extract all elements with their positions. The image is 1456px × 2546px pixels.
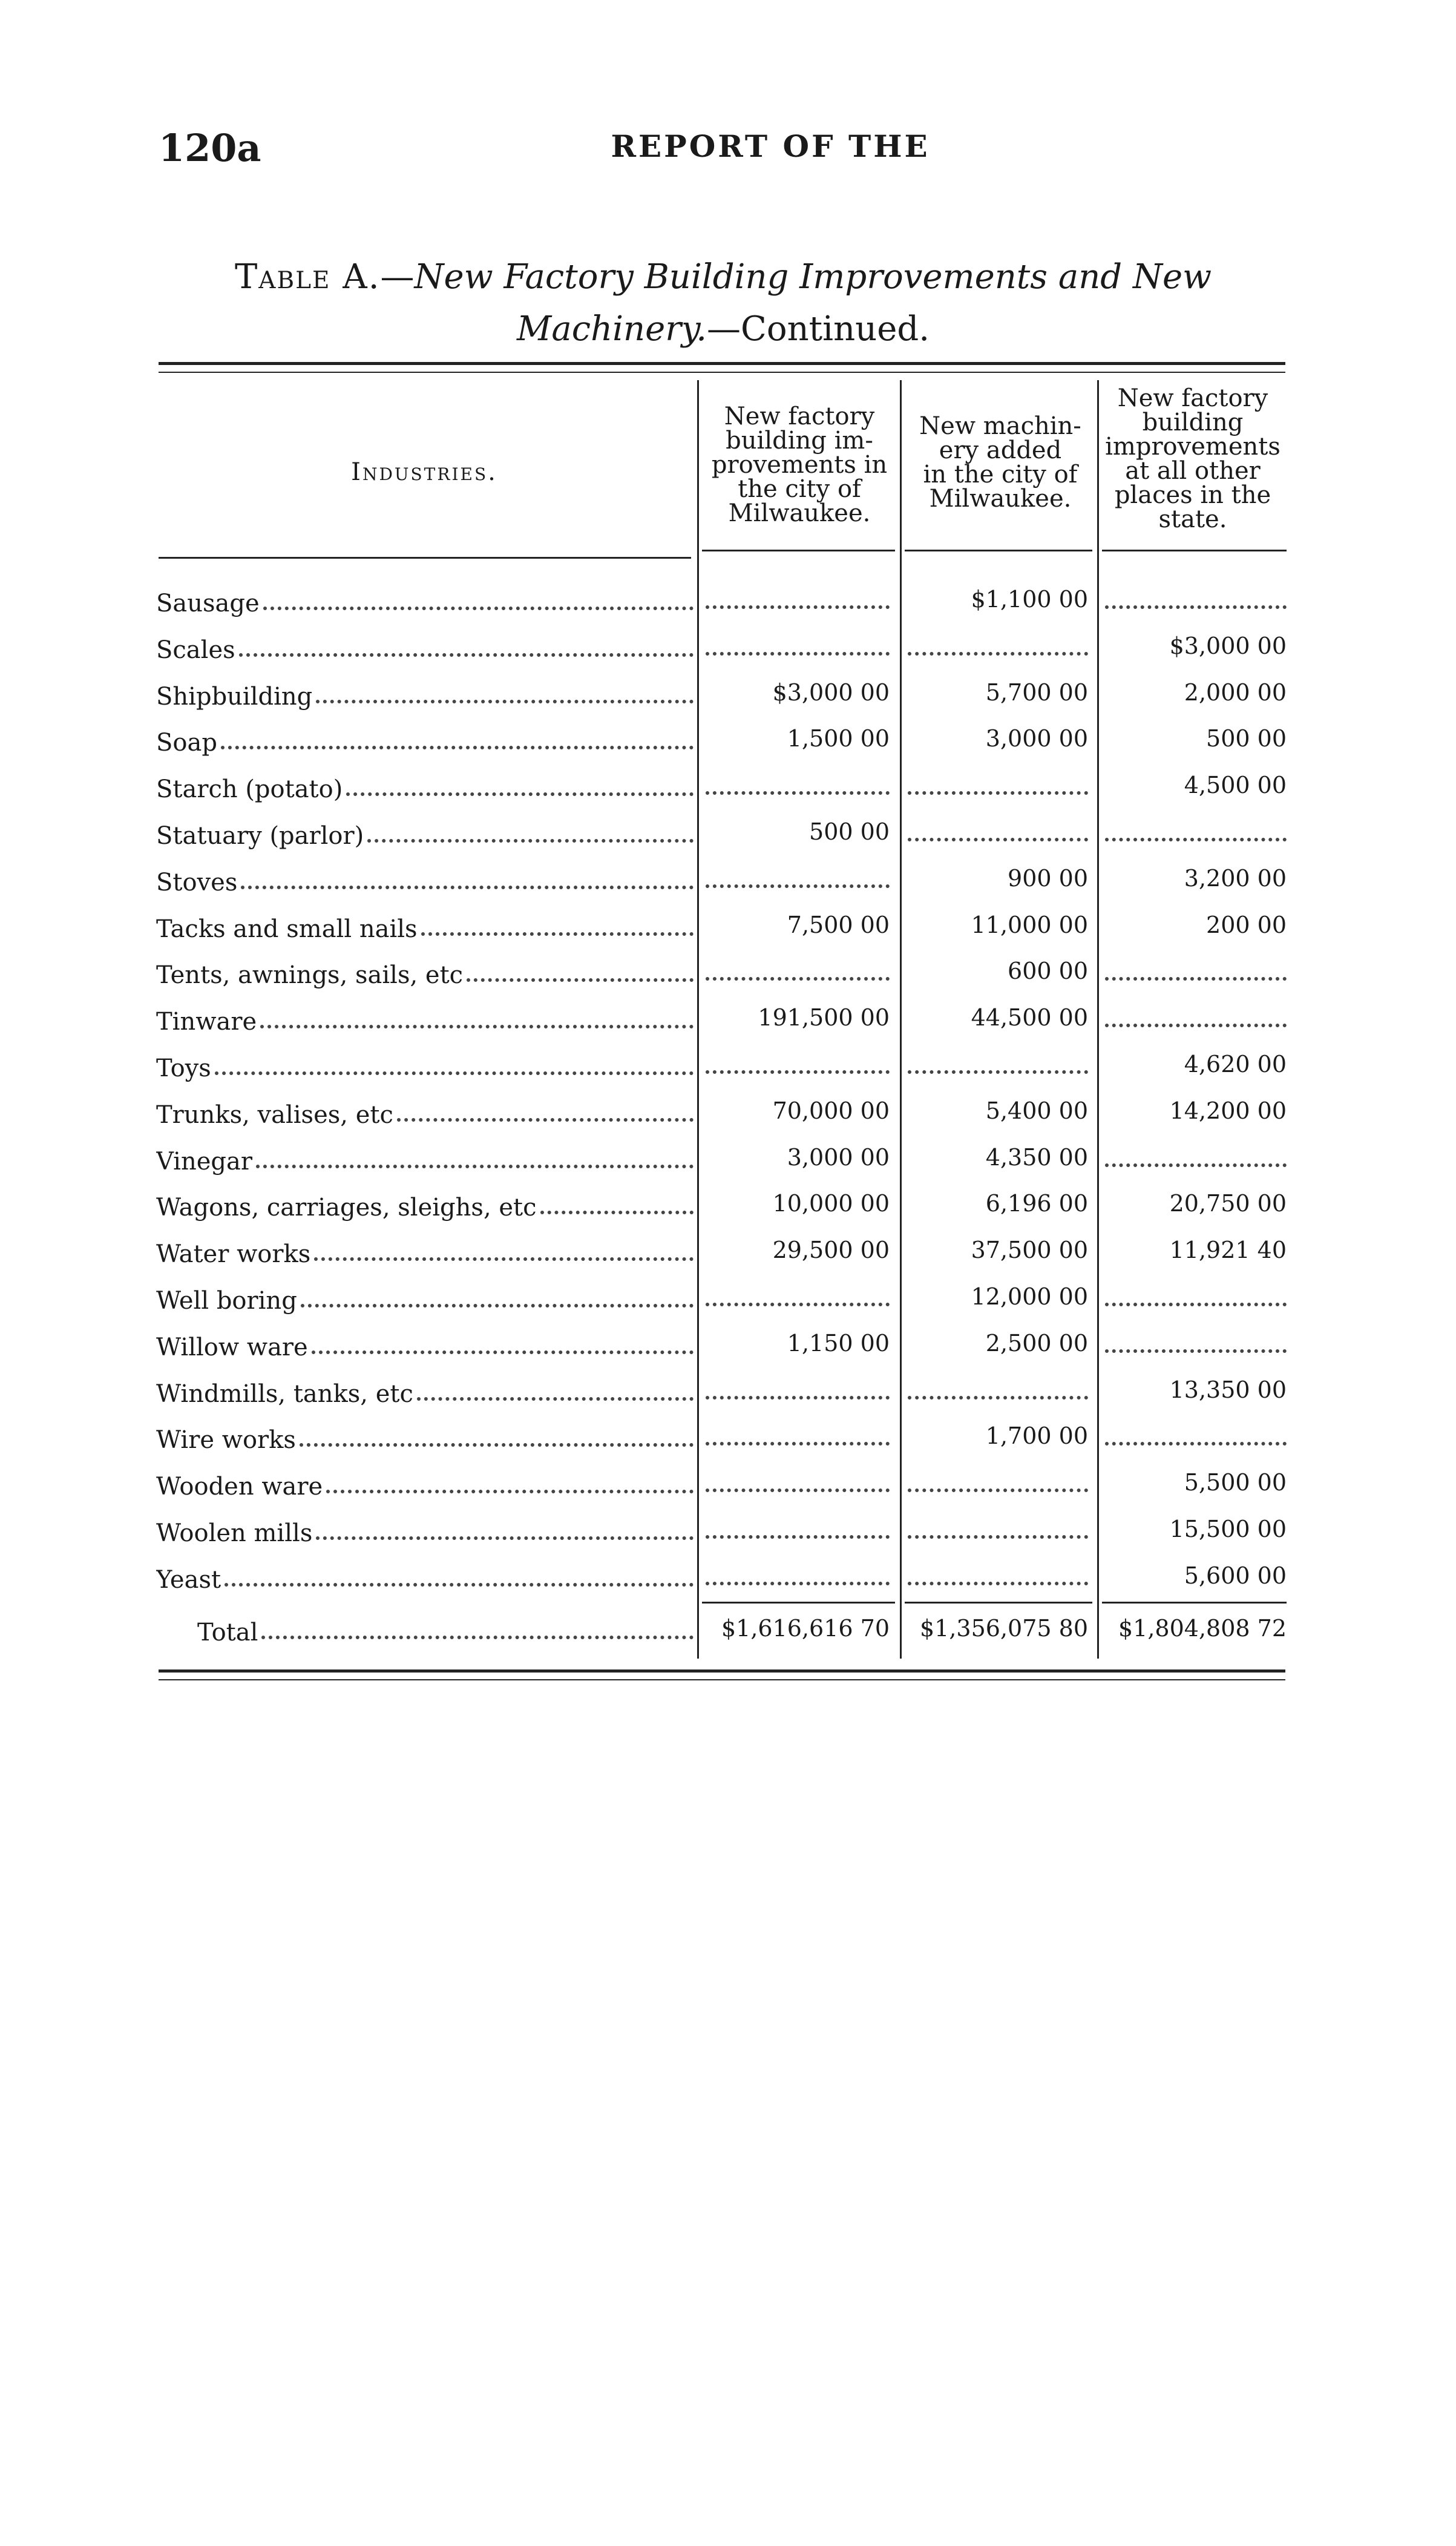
table-cell: $1,100 00 bbox=[971, 586, 1088, 613]
industry-name: Stoves bbox=[156, 869, 238, 896]
industry-name: Tacks and small nails bbox=[156, 915, 418, 943]
table-cell: 20,750 00 bbox=[1169, 1190, 1287, 1217]
empty-cell bbox=[706, 581, 890, 617]
leader-dots bbox=[908, 1582, 1088, 1585]
header-separator bbox=[1102, 550, 1287, 551]
leader-dots bbox=[706, 1396, 890, 1400]
table-cell: 15,500 00 bbox=[1169, 1516, 1287, 1542]
top-rule-thin bbox=[159, 372, 1285, 373]
table-cell: 5,600 00 bbox=[1184, 1562, 1287, 1589]
table-cell: 37,500 00 bbox=[971, 1237, 1088, 1263]
empty-cell bbox=[908, 1558, 1088, 1594]
leader-dots bbox=[417, 1397, 694, 1401]
table-row-label bbox=[156, 1093, 694, 1129]
table-cell: $1,616,616 70 bbox=[721, 1615, 890, 1642]
col2-header-line: in the city of bbox=[923, 461, 1078, 488]
table-row-label bbox=[156, 1372, 694, 1408]
table-cell: 5,700 00 bbox=[985, 679, 1088, 706]
leader-dots bbox=[706, 1535, 890, 1539]
table-cell: 5,500 00 bbox=[1184, 1469, 1287, 1496]
leader-dots bbox=[1105, 1349, 1287, 1353]
col3-header-line: at all other bbox=[1125, 457, 1261, 485]
industry-name: Wooden ware bbox=[156, 1473, 323, 1501]
column-rule bbox=[900, 380, 902, 1659]
empty-cell bbox=[908, 628, 1088, 664]
table-row-label bbox=[156, 814, 694, 850]
table-cell: $1,356,075 80 bbox=[919, 1615, 1088, 1642]
leader-dots bbox=[908, 791, 1088, 795]
leader-dots bbox=[908, 1488, 1088, 1492]
empty-cell bbox=[908, 1511, 1088, 1547]
industry-name: Scales bbox=[156, 636, 235, 664]
leader-dots bbox=[706, 1070, 890, 1074]
empty-cell bbox=[908, 1046, 1088, 1082]
col3-header-line: state. bbox=[1158, 505, 1227, 533]
industry-name: Willow ware bbox=[156, 1334, 308, 1361]
empty-cell bbox=[1105, 1278, 1287, 1315]
industry-name: Sausage bbox=[156, 590, 260, 617]
industry-name: Yeast bbox=[156, 1566, 221, 1594]
col3-header-line: improvements bbox=[1105, 433, 1281, 461]
leader-dots bbox=[706, 1303, 890, 1306]
leader-dots bbox=[1105, 1024, 1287, 1027]
table-cell: 10,000 00 bbox=[772, 1190, 890, 1217]
table-cell: 5,400 00 bbox=[985, 1097, 1088, 1124]
table-cell: 2,500 00 bbox=[985, 1330, 1088, 1357]
leader-dots bbox=[314, 1257, 694, 1261]
table-cell: 4,620 00 bbox=[1184, 1051, 1287, 1077]
industry-name: Windmills, tanks, etc bbox=[156, 1380, 413, 1408]
table-row-label bbox=[156, 1278, 694, 1315]
table-cell: 70,000 00 bbox=[772, 1097, 890, 1124]
running-head: REPORT OF THE bbox=[611, 128, 930, 164]
table-row-label bbox=[156, 720, 694, 757]
industry-name: Wire works bbox=[156, 1426, 296, 1454]
table-cell: 11,921 40 bbox=[1169, 1237, 1287, 1263]
column-rule bbox=[697, 380, 699, 1659]
table-cell: $3,000 00 bbox=[1169, 633, 1287, 659]
empty-cell bbox=[1105, 581, 1287, 617]
empty-cell bbox=[706, 1278, 890, 1315]
leader-dots bbox=[1105, 1303, 1287, 1306]
leader-dots bbox=[256, 1165, 694, 1168]
header-separator bbox=[905, 550, 1092, 551]
leader-dots bbox=[301, 1304, 694, 1308]
col1-header-line: building im- bbox=[726, 427, 873, 455]
table-cell: 44,500 00 bbox=[971, 1004, 1088, 1031]
leader-dots bbox=[1105, 838, 1287, 841]
table-cell: $1,804,808 72 bbox=[1118, 1615, 1287, 1642]
col3-header-line: building bbox=[1142, 409, 1244, 436]
leader-dots bbox=[215, 1071, 694, 1075]
empty-cell bbox=[908, 1464, 1088, 1501]
table-cell: 13,350 00 bbox=[1169, 1377, 1287, 1403]
industry-name: Woolen mills bbox=[156, 1519, 313, 1547]
empty-cell bbox=[706, 1046, 890, 1082]
col1-header-line: provements in bbox=[711, 451, 888, 479]
col2-header-line: New machin- bbox=[919, 412, 1081, 440]
leader-dots bbox=[316, 700, 694, 703]
leader-dots bbox=[908, 838, 1088, 841]
table-cell: 7,500 00 bbox=[787, 912, 890, 938]
leader-dots bbox=[1105, 1442, 1287, 1446]
leader-dots bbox=[239, 653, 694, 657]
col1-header bbox=[701, 404, 898, 525]
leader-dots bbox=[367, 839, 694, 843]
empty-cell bbox=[1105, 814, 1287, 850]
table-cell: 14,200 00 bbox=[1169, 1097, 1287, 1124]
leader-dots bbox=[300, 1443, 694, 1447]
leader-dots bbox=[908, 1396, 1088, 1400]
table-cell: 2,000 00 bbox=[1184, 679, 1287, 706]
table-row-label bbox=[156, 1511, 694, 1547]
empty-cell bbox=[706, 628, 890, 664]
col1-header-line: the city of bbox=[738, 475, 861, 503]
table-cell: 4,500 00 bbox=[1184, 772, 1287, 798]
empty-cell bbox=[706, 1558, 890, 1594]
table-cell: 12,000 00 bbox=[971, 1283, 1088, 1310]
industry-name: Trunks, valises, etc bbox=[156, 1101, 393, 1129]
table-label: Table A. bbox=[234, 257, 381, 297]
leader-dots bbox=[706, 605, 890, 609]
table-cell: 600 00 bbox=[1008, 958, 1088, 984]
leader-dots bbox=[706, 977, 890, 981]
table-row-label bbox=[156, 1232, 694, 1268]
total-rule bbox=[702, 1602, 895, 1604]
industry-name: Tents, awnings, sails, etc bbox=[156, 961, 464, 989]
empty-cell bbox=[706, 1372, 890, 1408]
empty-cell bbox=[706, 1464, 890, 1501]
industries-header: Industries. bbox=[351, 458, 497, 486]
table-row-label bbox=[156, 628, 694, 664]
table-row-label bbox=[156, 581, 694, 617]
table-cell: 900 00 bbox=[1008, 865, 1088, 892]
leader-dots bbox=[326, 1490, 694, 1493]
leader-dots bbox=[1105, 1163, 1287, 1167]
leader-dots bbox=[421, 932, 694, 936]
industry-name: Statuary (parlor) bbox=[156, 822, 364, 850]
table-title-text: New Factory Building Improvements and New Machinery. bbox=[414, 257, 1212, 349]
leader-dots bbox=[263, 607, 694, 610]
leader-dots bbox=[1105, 977, 1287, 981]
leader-dots bbox=[908, 1070, 1088, 1074]
table-cell: 500 00 bbox=[1206, 725, 1287, 752]
leader-dots bbox=[706, 884, 890, 888]
empty-cell bbox=[1105, 1418, 1287, 1454]
col2-header-line: Milwaukee. bbox=[929, 485, 1072, 513]
table-cell: 3,000 00 bbox=[787, 1144, 890, 1171]
industry-name: Toys bbox=[156, 1054, 211, 1082]
industry-name: Tinware bbox=[156, 1008, 257, 1036]
table-row-label bbox=[156, 1139, 694, 1176]
leader-dots bbox=[221, 746, 694, 749]
industry-name: Water works bbox=[156, 1240, 311, 1268]
leader-dots bbox=[706, 1442, 890, 1446]
leader-dots bbox=[225, 1583, 694, 1587]
col2-header bbox=[902, 414, 1099, 511]
leader-dots bbox=[261, 1636, 694, 1639]
top-rule-thick bbox=[159, 362, 1285, 365]
col1-header-line: Milwaukee. bbox=[728, 499, 871, 527]
bottom-rule-thin bbox=[159, 1679, 1285, 1680]
empty-cell bbox=[1105, 999, 1287, 1036]
total-rule bbox=[905, 1602, 1092, 1604]
empty-cell bbox=[706, 767, 890, 803]
col2-header-line: ery added bbox=[939, 436, 1062, 464]
empty-cell bbox=[1105, 1325, 1287, 1361]
industry-name: Vinegar bbox=[156, 1148, 252, 1176]
table-title-continued: —Continued. bbox=[707, 309, 930, 349]
empty-cell bbox=[706, 1418, 890, 1454]
col3-header-line: New factory bbox=[1117, 384, 1268, 412]
table-row-label bbox=[156, 1418, 694, 1454]
table-cell: $3,000 00 bbox=[772, 679, 890, 706]
page-number: 120a bbox=[159, 126, 261, 170]
leader-dots bbox=[397, 1118, 694, 1122]
col1-header-line: New factory bbox=[724, 403, 875, 430]
bottom-rule-thick bbox=[159, 1669, 1285, 1673]
leader-dots bbox=[908, 1535, 1088, 1539]
leader-dots bbox=[312, 1350, 694, 1354]
table-cell: 11,000 00 bbox=[971, 912, 1088, 938]
industry-name: Wagons, carriages, sleighs, etc bbox=[156, 1194, 537, 1222]
table-cell: 1,500 00 bbox=[787, 725, 890, 752]
empty-cell bbox=[908, 1372, 1088, 1408]
table-row-label bbox=[156, 1046, 694, 1082]
leader-dots bbox=[540, 1211, 694, 1214]
empty-cell bbox=[1105, 1139, 1287, 1176]
total-label-text: Total bbox=[197, 1619, 258, 1646]
table-row-label bbox=[156, 1185, 694, 1222]
leader-dots bbox=[706, 791, 890, 795]
column-rule bbox=[1097, 380, 1099, 1659]
table-cell: 200 00 bbox=[1206, 912, 1287, 938]
industry-name: Well boring bbox=[156, 1287, 297, 1315]
leader-dots bbox=[706, 1582, 890, 1585]
empty-cell bbox=[706, 1511, 890, 1547]
total-rule bbox=[1102, 1602, 1287, 1604]
leader-dots bbox=[467, 978, 694, 982]
empty-cell bbox=[706, 953, 890, 989]
leader-dots bbox=[241, 886, 694, 889]
col3-header-line: places in the bbox=[1114, 481, 1271, 509]
table-cell: 4,350 00 bbox=[985, 1144, 1088, 1171]
total-label bbox=[156, 1610, 694, 1646]
table-row-label bbox=[156, 999, 694, 1036]
leader-dots bbox=[706, 652, 890, 656]
table-row-label bbox=[156, 674, 694, 711]
leader-dots bbox=[316, 1536, 694, 1540]
header-separator bbox=[702, 550, 895, 551]
leader-dots bbox=[1105, 605, 1287, 609]
table-cell: 191,500 00 bbox=[758, 1004, 890, 1031]
table-row-label bbox=[156, 953, 694, 989]
industry-name: Starch (potato) bbox=[156, 775, 343, 803]
leader-dots bbox=[346, 792, 694, 796]
table-row-label bbox=[156, 1464, 694, 1501]
header-separator bbox=[159, 557, 691, 559]
table-cell: 500 00 bbox=[809, 818, 890, 845]
table-row-label bbox=[156, 767, 694, 803]
table-cell: 3,200 00 bbox=[1184, 865, 1287, 892]
table-cell: 1,150 00 bbox=[787, 1330, 890, 1357]
leader-dots bbox=[706, 1488, 890, 1492]
title-dash: — bbox=[380, 257, 415, 297]
table-row-label bbox=[156, 1558, 694, 1594]
table-cell: 1,700 00 bbox=[985, 1423, 1088, 1449]
table-row-label bbox=[156, 907, 694, 943]
empty-cell bbox=[1105, 953, 1287, 989]
empty-cell bbox=[908, 767, 1088, 803]
industry-name: Soap bbox=[156, 729, 217, 757]
empty-cell bbox=[706, 860, 890, 896]
empty-cell bbox=[908, 814, 1088, 850]
table-row-label bbox=[156, 860, 694, 896]
leader-dots bbox=[260, 1025, 694, 1028]
table-cell: 29,500 00 bbox=[772, 1237, 890, 1263]
table-cell: 6,196 00 bbox=[985, 1190, 1088, 1217]
table-cell: 3,000 00 bbox=[985, 725, 1088, 752]
table-title bbox=[154, 251, 1292, 355]
industry-name: Shipbuilding bbox=[156, 683, 313, 711]
col3-header bbox=[1099, 386, 1287, 531]
leader-dots bbox=[908, 652, 1088, 656]
table-row-label bbox=[156, 1325, 694, 1361]
